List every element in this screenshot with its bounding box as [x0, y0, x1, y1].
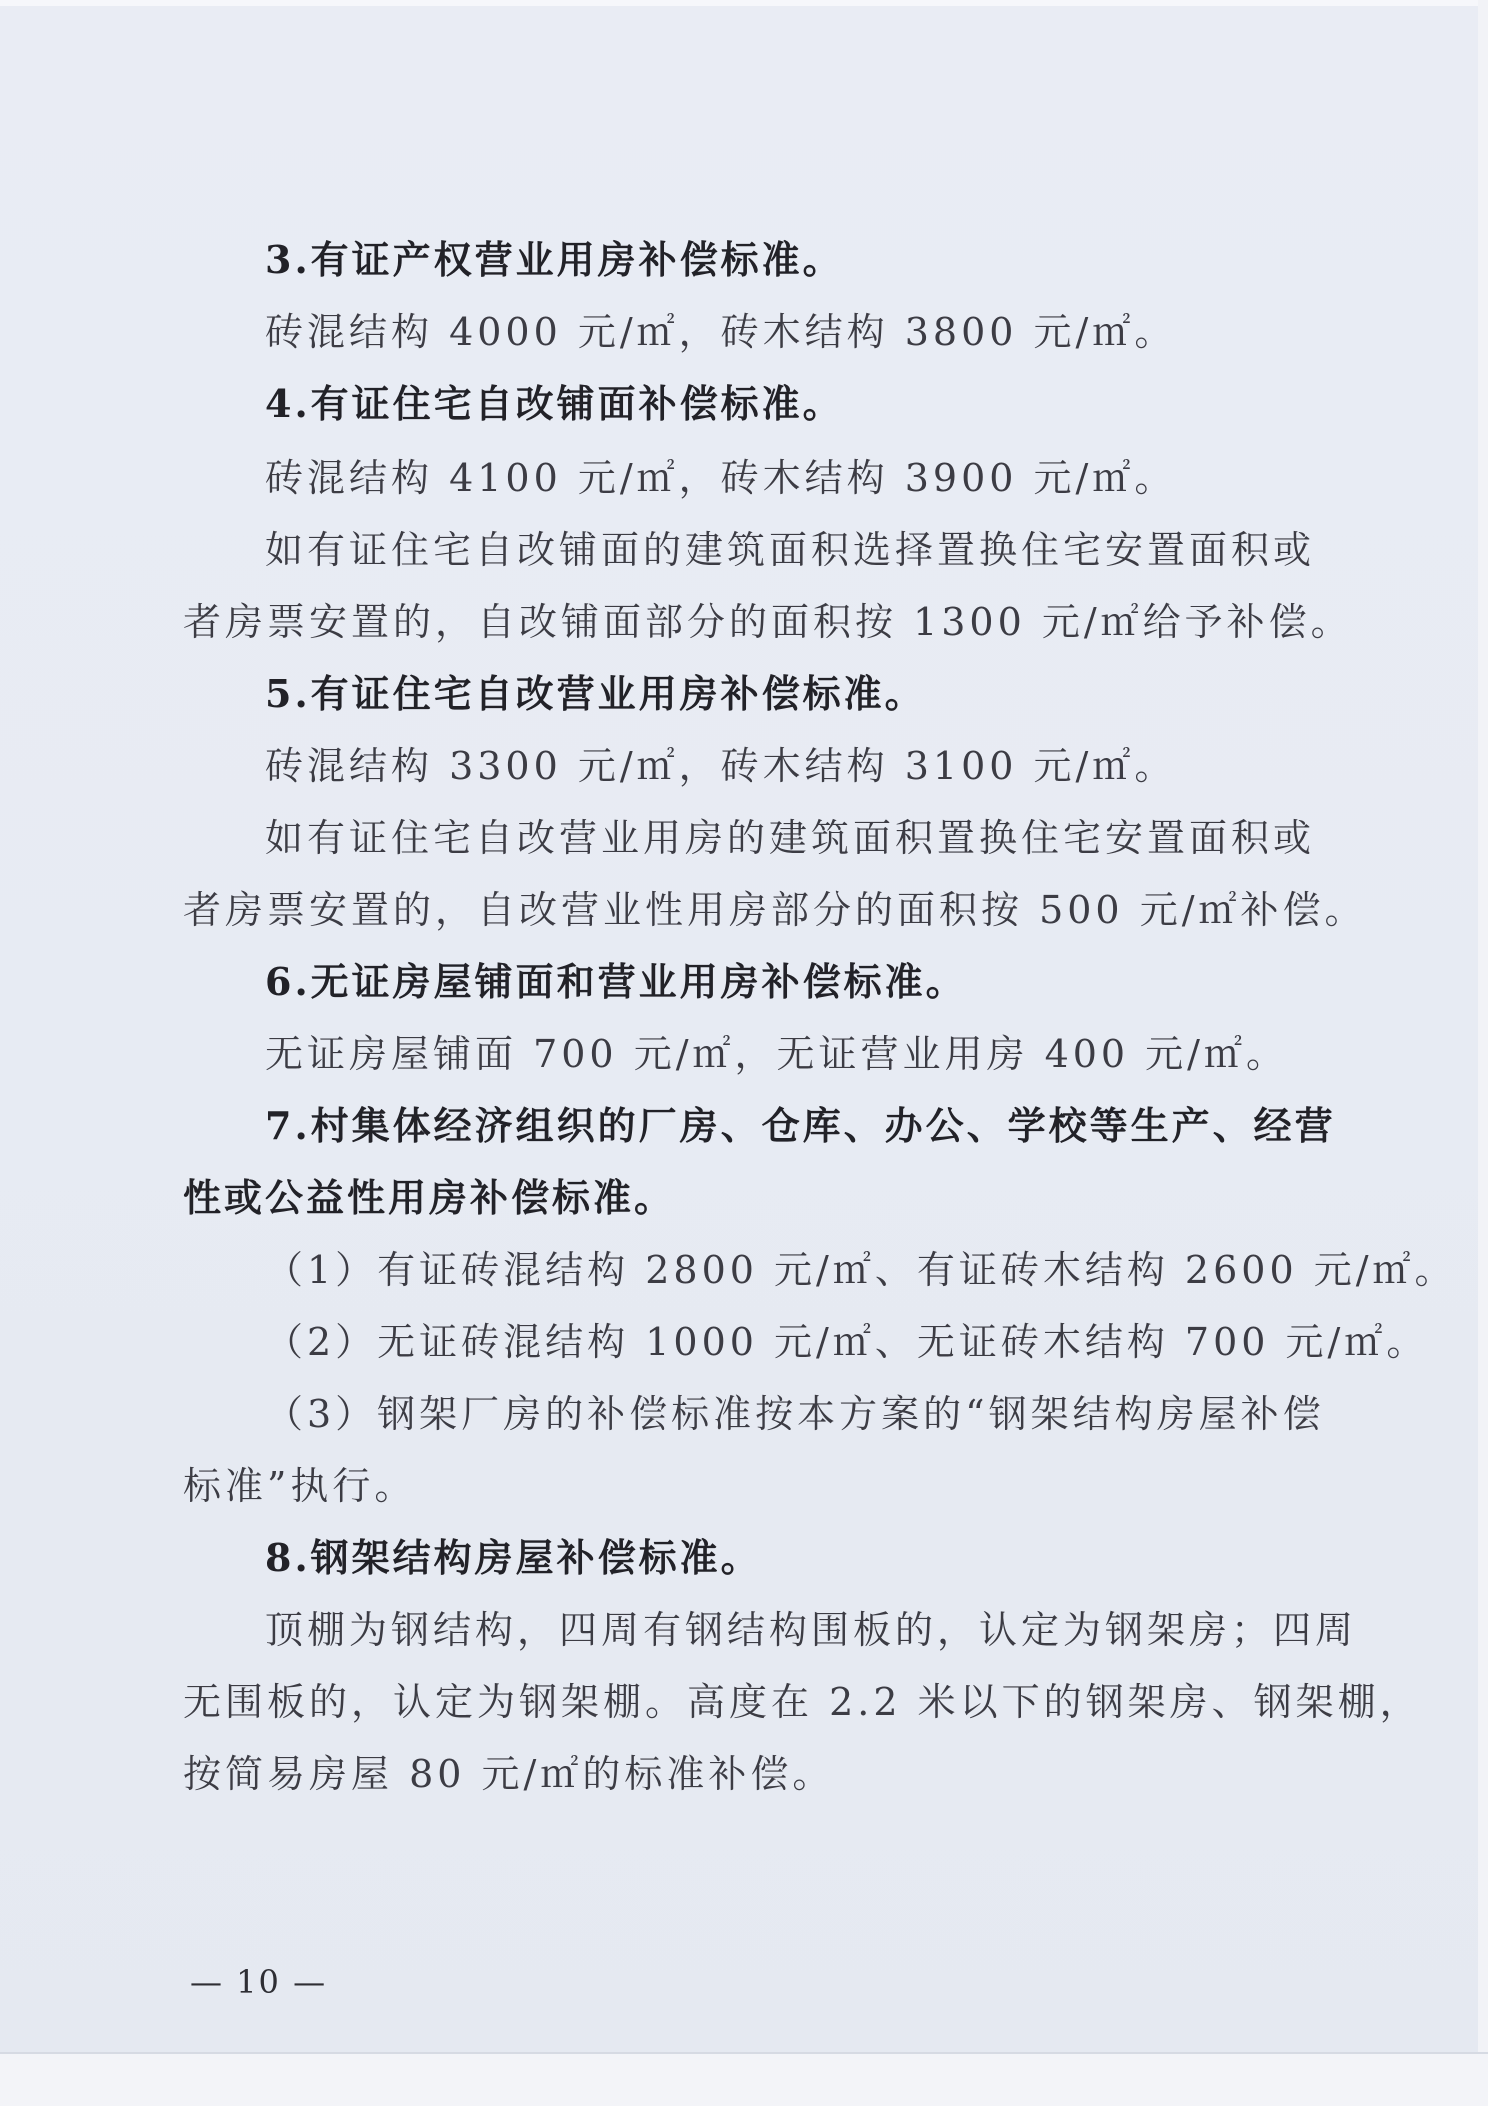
heading-8: 8.钢架结构房屋补偿标准。 [265, 1535, 762, 1580]
heading-5: 5.有证住宅自改营业用房补偿标准。 [265, 671, 926, 716]
list-item: （1）有证砖混结构 2800 元/㎡、有证砖木结构 2600 元/㎡。 [265, 1248, 1457, 1292]
paragraph-line: 者房票安置的，自改铺面部分的面积按 1300 元/㎡给予补偿。 [183, 600, 1353, 644]
heading-7-continued: 性或公益性用房补偿标准。 [183, 1175, 676, 1220]
paragraph-line: 砖混结构 3300 元/㎡，砖木结构 3100 元/㎡。 [265, 744, 1177, 788]
paragraph-line: 顶棚为钢结构，四周有钢结构围板的，认定为钢架房；四周 [265, 1608, 1358, 1652]
paragraph-line: 砖混结构 4100 元/㎡，砖木结构 3900 元/㎡。 [265, 456, 1177, 500]
page-right-edge [1478, 0, 1488, 2106]
heading-3: 3.有证产权营业用房补偿标准。 [265, 237, 844, 282]
list-item: （2）无证砖混结构 1000 元/㎡、无证砖木结构 700 元/㎡。 [265, 1320, 1429, 1364]
heading-7: 7.村集体经济组织的厂房、仓库、办公、学校等生产、经营 [265, 1103, 1336, 1148]
list-item-continued: 标准”执行。 [183, 1464, 417, 1508]
heading-6: 6.无证房屋铺面和营业用房补偿标准。 [265, 959, 967, 1004]
paragraph-line: 如有证住宅自改营业用房的建筑面积置换住宅安置面积或 [265, 816, 1316, 860]
paragraph-line: 按简易房屋 80 元/㎡的标准补偿。 [183, 1752, 835, 1796]
page-number: — 10 — [190, 1963, 328, 2001]
heading-4: 4.有证住宅自改铺面补偿标准。 [265, 381, 844, 426]
paragraph-line: 无围板的，认定为钢架棚。高度在 2.2 米以下的钢架房、钢架棚， [183, 1680, 1422, 1724]
paragraph-line: 者房票安置的，自改营业性用房部分的面积按 500 元/㎡补偿。 [183, 888, 1367, 932]
list-item: （3）钢架厂房的补偿标准按本方案的“钢架结构房屋补偿 [265, 1392, 1325, 1436]
paragraph-line: 砖混结构 4000 元/㎡，砖木结构 3800 元/㎡。 [265, 310, 1177, 354]
paragraph-line: 如有证住宅自改铺面的建筑面积选择置换住宅安置面积或 [265, 528, 1316, 572]
paragraph-line: 无证房屋铺面 700 元/㎡，无证营业用房 400 元/㎡。 [265, 1032, 1288, 1076]
page-top-edge [0, 0, 1488, 6]
page-bottom-edge [0, 2052, 1488, 2106]
